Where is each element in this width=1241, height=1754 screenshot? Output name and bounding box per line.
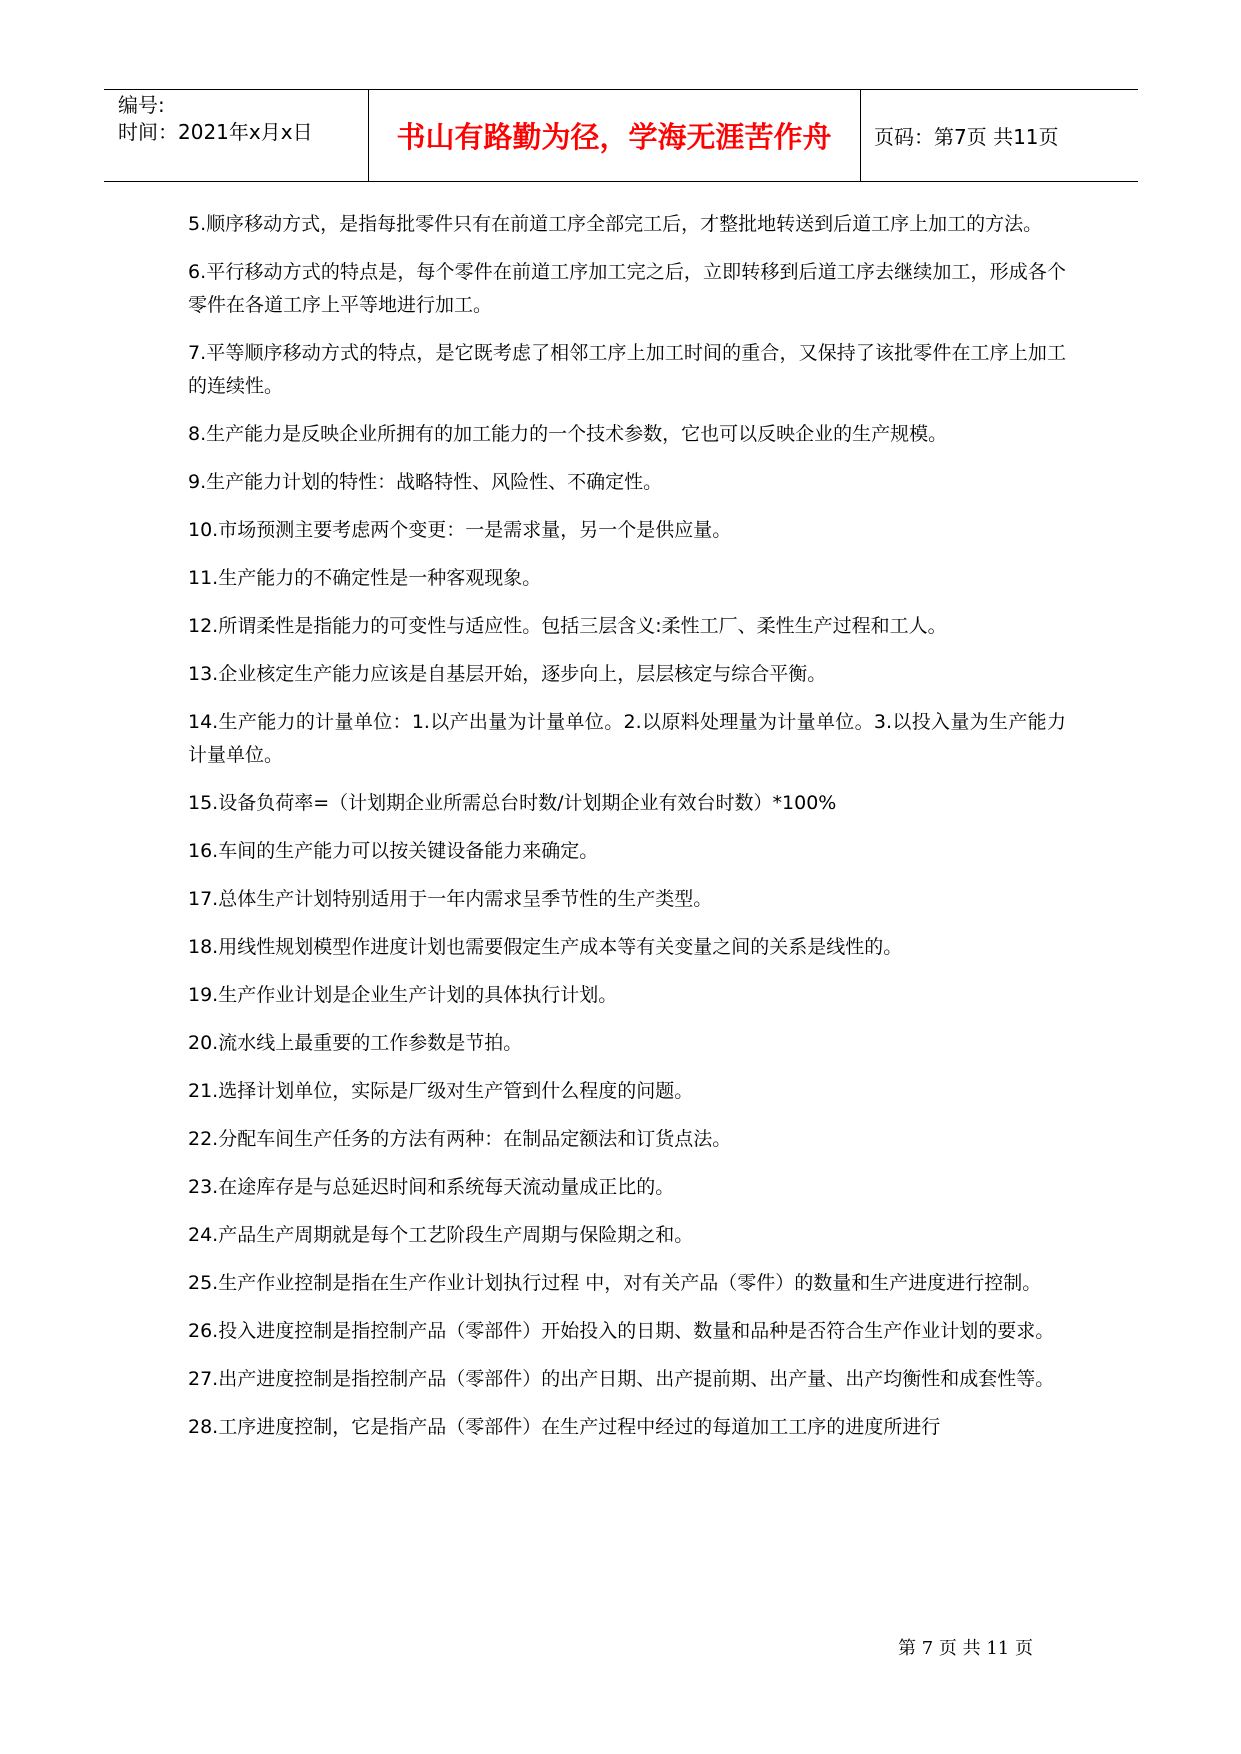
list-item: 21.选择计划单位，实际是厂级对生产管到什么程度的问题。	[188, 1080, 694, 1102]
list-item: 12.所谓柔性是指能力的可变性与适应性。包括三层含义:柔性工厂、柔性生产过程和工人。	[188, 615, 947, 637]
list-item: 14.生产能力的计量单位：1.以产出量为计量单位。2.以原料处理量为计量单位。3.以投入量为生产能力计量单位。	[188, 711, 1066, 766]
list-item: 9.生产能力计划的特性：战略特性、风险性、不确定性。	[188, 471, 663, 493]
list-item: 18.用线性规划模型作进度计划也需要假定生产成本等有关变量之间的关系是线性的。	[188, 936, 903, 958]
page-header	[104, 89, 1138, 182]
document-number-label: 编号:	[118, 93, 165, 117]
list-item: 27.出产进度控制是指控制产品（零部件）的出产日期、出产提前期、出产量、出产均衡性和成套性等。	[188, 1368, 1055, 1390]
list-item: 23.在途库存是与总延迟时间和系统每天流动量成正比的。	[188, 1176, 675, 1198]
document-body	[188, 208, 1066, 1459]
list-item: 15.设备负荷率=（计划期企业所需总台时数/计划期企业有效台时数）*100%	[188, 792, 837, 814]
header-meta	[118, 92, 313, 146]
list-item: 17.总体生产计划特别适用于一年内需求呈季节性的生产类型。	[188, 888, 713, 910]
list-item: 20.流水线上最重要的工作参数是节拍。	[188, 1032, 523, 1054]
list-item: 7.平等顺序移动方式的特点，是它既考虑了相邻工序上加工时间的重合，又保持了该批零件在工序上加工的连续性。	[188, 342, 1066, 397]
header-motto: 书山有路勤为径，学海无涯苦作舟	[396, 119, 832, 154]
list-item: 8.生产能力是反映企业所拥有的加工能力的一个技术参数，它也可以反映企业的生产规模。	[188, 423, 948, 445]
list-item: 19.生产作业计划是企业生产计划的具体执行计划。	[188, 984, 618, 1006]
list-item: 24.产品生产周期就是每个工艺阶段生产周期与保险期之和。	[188, 1224, 694, 1246]
document-time-label: 时间：2021年x月x日	[118, 120, 313, 144]
list-item: 10.市场预测主要考虑两个变更：一是需求量，另一个是供应量。	[188, 519, 732, 541]
header-divider	[860, 90, 861, 181]
list-item: 25.生产作业控制是指在生产作业计划执行过程 中，对有关产品（零件）的数量和生产进度进行控制。	[188, 1272, 1042, 1294]
list-item: 5.顺序移动方式，是指每批零件只有在前道工序全部完工后，才整批地转送到后道工序上加工的方法。	[188, 213, 1043, 235]
list-item: 13.企业核定生产能力应该是自基层开始，逐步向上，层层核定与综合平衡。	[188, 663, 827, 685]
list-item: 28.工序进度控制，它是指产品（零部件）在生产过程中经过的每道加工工序的进度所进行	[188, 1416, 941, 1438]
list-item: 16.车间的生产能力可以按关键设备能力来确定。	[188, 840, 599, 862]
list-item: 22.分配车间生产任务的方法有两种：在制品定额法和订货点法。	[188, 1128, 732, 1150]
list-item: 11.生产能力的不确定性是一种客观现象。	[188, 567, 542, 589]
page-footer: 第 7 页 共 11 页	[898, 1638, 1033, 1659]
list-item: 26.投入进度控制是指控制产品（零部件）开始投入的日期、数量和品种是否符合生产作业计划的要求。	[188, 1320, 1055, 1342]
header-page-code: 页码：第7页 共11页	[874, 124, 1059, 149]
list-item: 6.平行移动方式的特点是，每个零件在前道工序加工完之后，立即转移到后道工序去继续加工，形成各个零件在各道工序上平等地进行加工。	[188, 261, 1066, 316]
